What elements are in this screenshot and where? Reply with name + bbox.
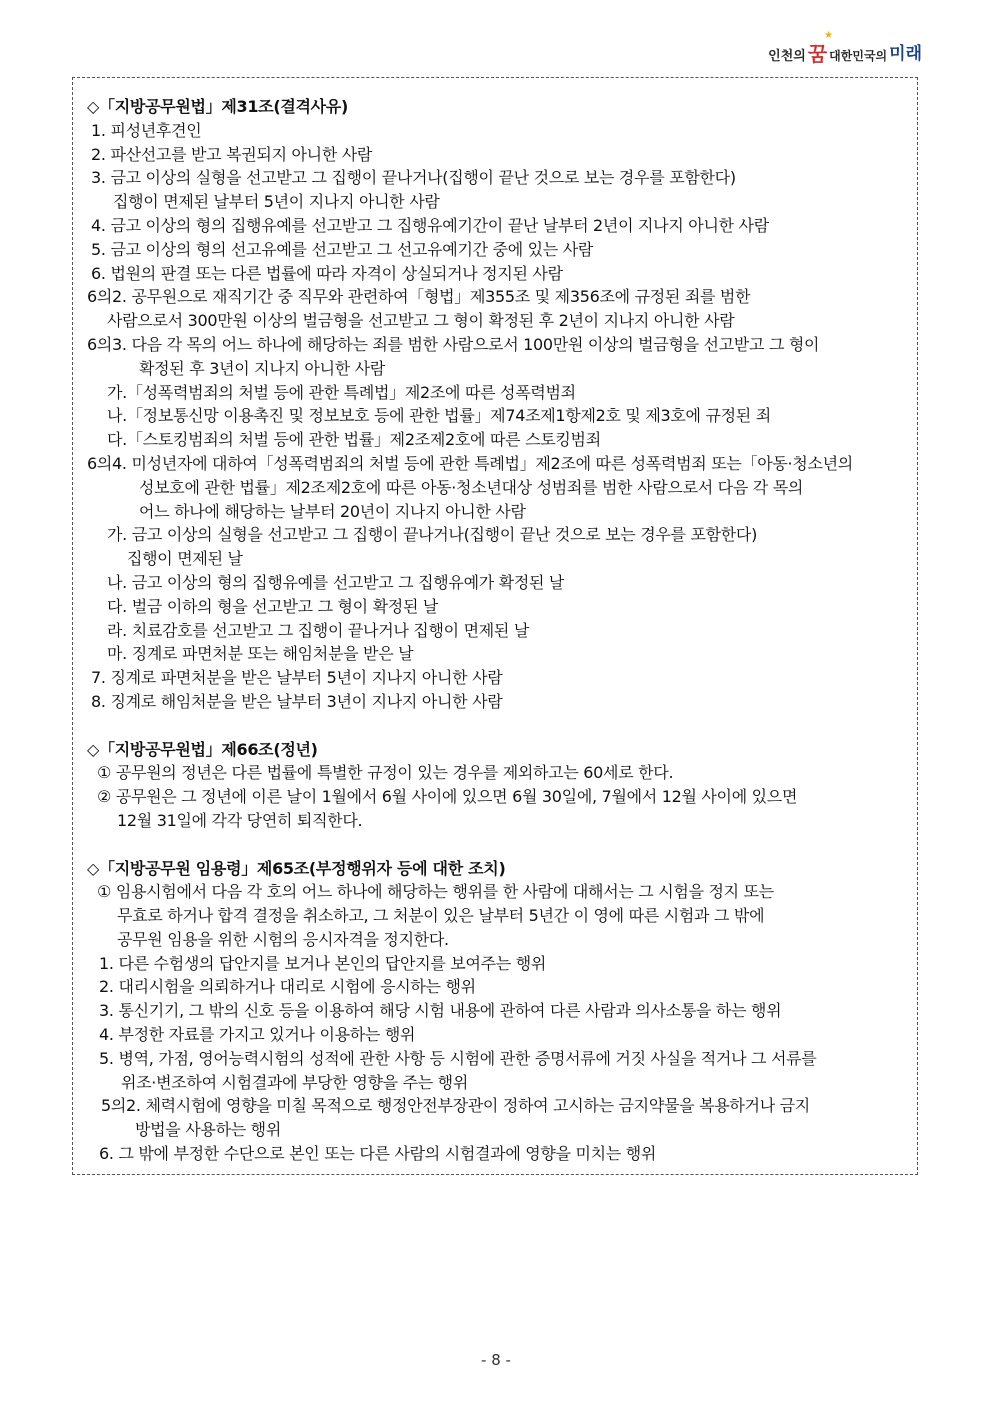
section-spacer [87,714,907,738]
law-clause-line: 방법을 사용하는 행위 [135,1120,281,1140]
section-heading: ◇「지방공무원 임용령」제65조(부정행위자 등에 대한 조치) [87,858,506,878]
law-clause-line: ② 공무원은 그 정년에 이른 날이 1월에서 6월 사이에 있으면 6월 30일에, 7월에서 12월 사이에 있으면 [97,787,798,807]
law-clause-line: 무효로 하거나 합격 결정을 취소하고, 그 처분이 있은 날부터 5년간 이 영에 따른 시험과 그 밖에 [117,906,765,926]
law-clause-line: 2. 파산선고를 받고 복권되지 아니한 사람 [91,144,373,164]
logo-text-future: 미래 [889,44,922,64]
law-clause-line: 가. 금고 이상의 실형을 선고받고 그 집행이 끝나거나(집행이 끝난 것으로 보는 경우를 포함한다) [107,525,758,545]
law-clause-line: 위조·변조하여 시험결과에 부당한 영향을 주는 행위 [121,1072,468,1092]
law-clause-line: 4. 부정한 자료를 가지고 있거나 이용하는 행위 [99,1025,416,1045]
law-clause-line: 5의2. 체력시험에 영향을 미칠 목적으로 행정안전부장관이 정하여 고시하는 금지약물을 복용하거나 금지 [101,1096,810,1116]
logo-text-dream: 꿈 [807,42,828,66]
law-clause-line: 6의2. 공무원으로 재직기간 중 직무와 관련하여「형법」제355조 및 제356조에 규정된 죄를 범한 [87,287,751,307]
law-clause-line: 5. 병역, 가점, 영어능력시험의 성적에 관한 사항 등 시험에 관한 증명서류에 거짓 사실을 적거나 그 서류를 [99,1048,817,1068]
law-clause-line: 마. 징계로 파면처분 또는 해임처분을 받은 날 [107,644,414,664]
law-clause-line: 집행이 면제된 날부터 5년이 지나지 아니한 사람 [113,192,440,212]
law-clause-line: 12월 31일에 각각 당연히 퇴직한다. [117,810,363,830]
star-icon: ★ [824,30,834,41]
law-clause-line: 가.「성폭력범죄의 처벌 등에 관한 특례법」제2조에 따른 성폭력범죄 [107,382,576,402]
law-clause-line: 1. 피성년후견인 [91,120,202,140]
law-excerpt-box [72,77,918,1175]
law-clause-line: 1. 다른 수험생의 답안지를 보거나 본인의 답안지를 보여주는 행위 [99,953,547,973]
section-spacer [87,833,907,857]
law-clause-line: ① 공무원의 정년은 다른 법률에 특별한 규정이 있는 경우를 제외하고는 60세로 한다. [97,763,674,783]
law-clause-line: 나. 금고 이상의 형의 집행유예를 선고받고 그 집행유예가 확정된 날 [107,572,565,592]
law-clause-line: 3. 금고 이상의 실형을 선고받고 그 집행이 끝나거나(집행이 끝난 것으로 보는 경우를 포함한다) [91,168,736,188]
law-clause-line: 8. 징계로 해임처분을 받은 날부터 3년이 지나지 아니한 사람 [91,691,503,711]
section-heading: ◇「지방공무원법」제31조(결격사유) [87,97,348,116]
law-clause-line: 7. 징계로 파면처분을 받은 날부터 5년이 지나지 아니한 사람 [91,668,503,688]
logo-text-korea: 대한민국의 [829,49,888,63]
law-clause-line: 확정된 후 3년이 지나지 아니한 사람 [139,358,385,378]
law-clause-line: 3. 통신기기, 그 밖의 신호 등을 이용하여 해당 시험 내용에 관하여 다른 사람과 의사소통을 하는 행위 [99,1001,782,1021]
law-clause-line: 라. 치료감호를 선고받고 그 집행이 끝나거나 집행이 면제된 날 [107,620,529,640]
header-logo [768,30,922,66]
law-clause-line: ① 임용시험에서 다음 각 호의 어느 하나에 해당하는 행위를 한 사람에 대해서는 그 시험을 정지 또는 [97,882,774,902]
law-clause-line: 6의3. 다음 각 목의 어느 하나에 해당하는 죄를 범한 사람으로서 100만원 이상의 벌금형을 선고받고 그 형이 [87,334,820,354]
law-clause-line: 어느 하나에 해당하는 날부터 20년이 지나지 아니한 사람 [139,501,526,521]
logo-text-incheon: 인천의 [768,49,806,64]
law-clause-line: 나.「정보통신망 이용촉진 및 정보보호 등에 관한 법률」제74조제1항제2호 및 제3호에 규정된 죄 [107,406,771,426]
law-clause-line: 4. 금고 이상의 형의 집행유예를 선고받고 그 집행유예기간이 끝난 날부터 2년이 지나지 아니한 사람 [91,215,769,235]
law-clause-line: 다. 벌금 이하의 형을 선고받고 그 형이 확정된 날 [107,596,439,616]
law-clause-line: 성보호에 관한 법률」제2조제2호에 따른 아동·청소년대상 성범죄를 범한 사람으로서 다음 각 목의 [139,477,804,497]
law-excerpt-content [87,95,907,1166]
law-clause-line: 집행이 면제된 날 [127,549,243,569]
law-clause-line: 6. 그 밖에 부정한 수단으로 본인 또는 다른 사람의 시험결과에 영향을 미치는 행위 [99,1144,657,1164]
law-clause-line: 6의4. 미성년자에 대하여「성폭력범죄의 처벌 등에 관한 특례법」제2조에 따른 성폭력범죄 또는「아동·청소년의 [87,453,853,473]
page-number: - 8 - [481,1351,511,1369]
law-clause-line: 2. 대리시험을 의뢰하거나 대리로 시험에 응시하는 행위 [99,977,476,997]
law-clause-line: 사람으로서 300만원 이상의 벌금형을 선고받고 그 형이 확정된 후 2년이 지나지 아니한 사람 [107,311,735,331]
law-clause-line: 공무원 임용을 위한 시험의 응시자격을 정지한다. [117,929,449,949]
law-clause-line: 다.「스토킹범죄의 처벌 등에 관한 법률」제2조제2호에 따른 스토킹범죄 [107,430,601,450]
section-heading: ◇「지방공무원법」제66조(정년) [87,739,318,759]
law-clause-line: 5. 금고 이상의 형의 선고유예를 선고받고 그 선고유예기간 중에 있는 사람 [91,239,594,259]
law-clause-line: 6. 법원의 판결 또는 다른 법률에 따라 자격이 상실되거나 정지된 사람 [91,263,563,283]
